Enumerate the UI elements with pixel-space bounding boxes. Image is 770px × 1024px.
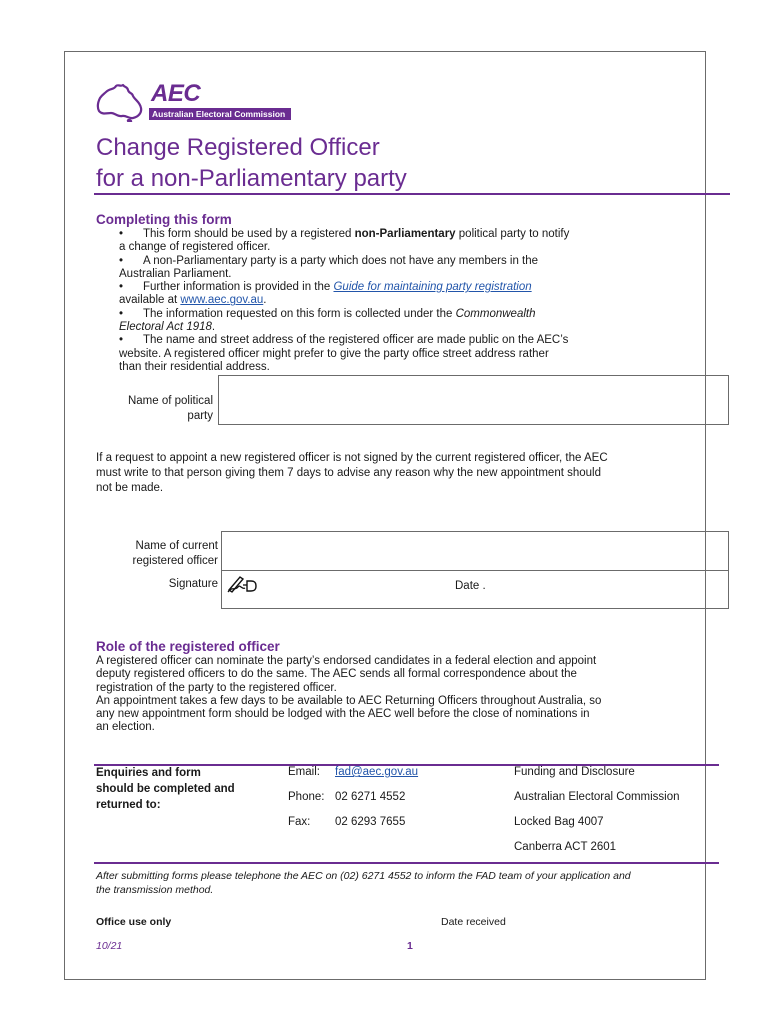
bullet-3-cont-text: available at [119, 294, 181, 307]
logo-acronym: AEC [151, 80, 201, 107]
phone-label: Phone: [288, 791, 325, 803]
bullet-1 [96, 228, 636, 241]
address-line-1: Funding and Disclosure [514, 766, 635, 778]
notice-line-3: not be made. [96, 482, 164, 494]
role-line-1: A registered officer can nominate the party’s endorsed candidates in a federal election and appoint [96, 655, 597, 667]
bullet-3-text: Further information is provided in the [143, 281, 334, 294]
role-heading: Role of the registered officer [96, 639, 280, 654]
bullet-dot: • [119, 334, 124, 347]
act-name: Electoral Act 1918 [119, 321, 212, 334]
bullet-4-period: . [211, 321, 216, 334]
party-name-label-line-1: Name of political [127, 395, 213, 407]
office-use-label: Office use only [96, 916, 172, 928]
submission-note-line-1: After submitting forms please telephone the AEC on (02) 6271 4552 to inform the FAD team of your application and [96, 870, 631, 882]
title-divider [94, 193, 730, 195]
officer-name-label [100, 539, 218, 569]
bullet-4-cont [96, 321, 636, 334]
bullet-1-text-end: political party to notify [455, 228, 570, 240]
bullet-dot: • [119, 281, 124, 294]
bullet-dot: • [119, 307, 124, 320]
address-line-3: Locked Bag 4007 [514, 816, 604, 828]
party-name-label-line-2: party [187, 410, 213, 422]
bullet-4 [96, 308, 636, 321]
address-line-4: Canberra ACT 2601 [514, 841, 617, 853]
role-line-2: deputy registered officers to do the same. The AEC sends all formal correspondence about the [96, 668, 577, 681]
fax-label: Fax: [288, 816, 311, 828]
officer-name-input[interactable] [221, 531, 729, 571]
page-title [96, 132, 407, 194]
signature-label: Signature [168, 578, 218, 590]
aec-website-link[interactable]: www.aec.gov.au [180, 294, 264, 307]
signature-pen-icon [226, 574, 260, 594]
address-line-2: Australian Electoral Commission [514, 791, 680, 803]
contact-heading-line-2: should be completed and [96, 783, 235, 795]
bullet-2-text: A non-Parliamentary party is a party which does not have any members in the [143, 254, 539, 267]
notice-paragraph [96, 451, 676, 496]
page-number: 1 [407, 940, 413, 952]
aec-logo [96, 80, 296, 124]
bullet-3 [96, 281, 636, 294]
role-line-5: any new appointment form should be lodged with the AEC well before the close of nominations in [96, 708, 590, 721]
officer-name-label-line-1: Name of current [135, 540, 218, 552]
contact-bottom-rule [94, 862, 719, 864]
bullet-5-cont-2: than their residential address. [119, 360, 270, 373]
completing-bullets [96, 228, 636, 374]
notice-line-2: must write to that person giving them 7 days to advise any reason why the new appointment should [96, 467, 602, 479]
bullet-3-cont [96, 294, 636, 307]
australia-map-icon [96, 82, 148, 122]
title-line-2: for a non-Parliamentary party [96, 165, 407, 192]
bullet-2-cont: Australian Parliament. [119, 267, 232, 280]
bullet-1-bold: non-Parliamentary [354, 228, 456, 240]
bullet-5-text: The name and street address of the registered officer are made public on the AEC’s [143, 334, 569, 347]
bullet-5 [96, 334, 636, 347]
bullet-4-text: The information requested on this form is collected under the [143, 307, 456, 320]
signature-field[interactable] [221, 570, 729, 609]
bullet-3-period: . [263, 294, 267, 307]
contact-heading [96, 765, 271, 813]
bullet-dot: • [119, 254, 124, 267]
role-line-6: an election. [96, 721, 155, 734]
submission-note [96, 869, 696, 897]
party-name-label [100, 394, 213, 424]
bullet-1-cont: a change of registered officer. [119, 241, 271, 254]
bullet-4-italic: Commonwealth [455, 307, 536, 320]
bullet-1-text: This form should be used by a registered [143, 228, 355, 240]
email-link[interactable]: fad@aec.gov.au [335, 766, 419, 778]
logo-subtitle: Australian Electoral Commission [149, 108, 291, 120]
completing-heading: Completing this form [96, 212, 232, 227]
role-paragraph [96, 655, 676, 735]
date-label: Date . [455, 580, 486, 592]
email-label: Email: [288, 766, 320, 778]
role-line-4: An appointment takes a few days to be available to AEC Returning Officers throughout Australia, so [96, 694, 602, 707]
bullet-2 [96, 255, 636, 268]
form-version: 10/21 [96, 940, 123, 952]
bullet-dot: • [119, 228, 124, 240]
fax-value: 02 6293 7655 [335, 816, 406, 828]
bullet-5-cont-1: website. A registered officer might prefer to give the party office street address rather [119, 347, 549, 360]
contact-heading-line-3: returned to: [96, 799, 161, 811]
title-line-1: Change Registered Officer [96, 134, 380, 161]
guide-link[interactable]: Guide for maintaining party registration [333, 281, 532, 294]
contact-heading-line-1: Enquiries and form [96, 767, 201, 779]
date-received-label: Date received [441, 916, 506, 928]
officer-name-label-line-2: registered officer [132, 555, 218, 567]
party-name-input[interactable] [218, 375, 729, 425]
role-line-3: registration of the party to the registered officer. [96, 681, 337, 694]
notice-line-1: If a request to appoint a new registered officer is not signed by the current registered officer, the AEC [96, 452, 608, 464]
submission-note-line-2: the transmission method. [96, 884, 214, 896]
phone-value: 02 6271 4552 [335, 791, 406, 803]
